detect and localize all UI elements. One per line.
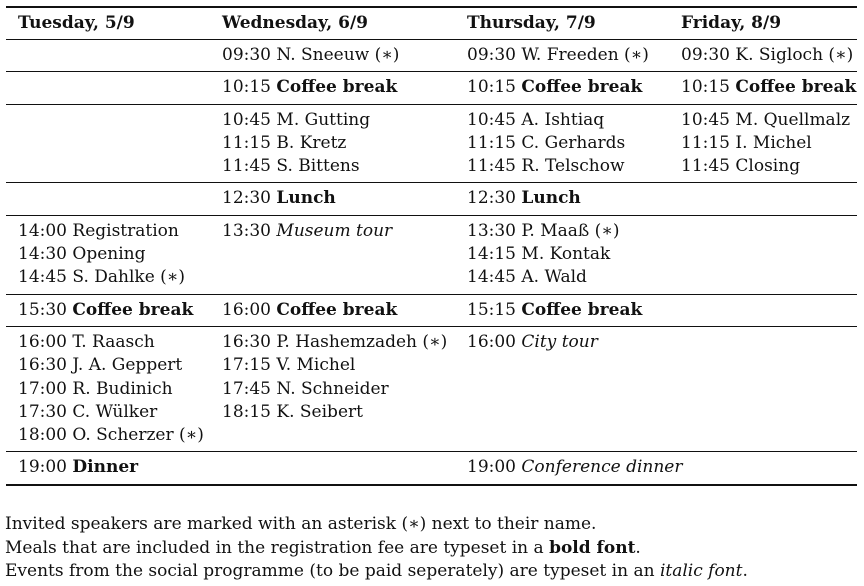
schedule-cell-tuesday: [6, 72, 210, 104]
schedule-entry: [222, 76, 455, 99]
entry-time: 14:00: [18, 220, 67, 241]
entry-time: 10:15: [222, 77, 271, 98]
schedule-row: [6, 104, 857, 183]
schedule-cell-tuesday: [6, 104, 210, 183]
schedule-entry: [222, 378, 455, 401]
entry-text: V. Michel: [276, 355, 356, 376]
entry-time: 13:30: [222, 220, 271, 241]
entry-time: 16:00: [222, 299, 271, 320]
schedule-cell-wednesday: [210, 104, 455, 183]
entry-time: 14:45: [18, 267, 67, 288]
entry-time: 12:30: [467, 188, 516, 209]
schedule-cell-wednesday: [210, 72, 455, 104]
entry-time: 10:45: [222, 109, 271, 130]
schedule-cell-tuesday: [6, 326, 210, 451]
schedule-cell-wednesday: [210, 294, 455, 326]
entry-time: 11:45: [222, 156, 271, 177]
schedule-entry: [18, 456, 210, 479]
entry-time: 18:15: [222, 401, 271, 422]
entry-text: Coffee break: [521, 77, 643, 98]
schedule-entry: [681, 44, 857, 67]
schedule-entry: [18, 243, 210, 266]
entry-time: 16:00: [18, 331, 67, 352]
schedule-cell-thursday: [455, 104, 669, 183]
note-bold-font: bold font: [549, 537, 636, 558]
entry-text: N. Sneeuw (∗): [276, 45, 400, 65]
entry-text: City tour: [521, 331, 598, 352]
entry-time: 10:45: [467, 109, 516, 130]
schedule-cell-tuesday: [6, 215, 210, 294]
entry-time: 19:00: [467, 457, 516, 478]
entry-text: P. Hashemzadeh (∗): [276, 331, 448, 352]
schedule-entry: [467, 132, 669, 155]
day-header-thursday: Thursday, 7/9: [467, 13, 596, 33]
schedule-header: [6, 7, 857, 40]
entry-text: R. Telschow: [521, 156, 625, 177]
header-row: [6, 7, 857, 40]
entry-time: 17:15: [222, 355, 271, 376]
entry-time: 13:30: [467, 220, 516, 241]
entry-time: 14:45: [467, 267, 516, 288]
schedule-cell-tuesday: [6, 452, 210, 485]
schedule-entry: [467, 243, 669, 266]
schedule-entry: [18, 266, 210, 289]
schedule-cell-thursday: [455, 215, 669, 294]
entry-time: 15:15: [467, 299, 516, 320]
schedule-entry: [467, 44, 669, 67]
entry-text: M. Kontak: [521, 244, 611, 265]
schedule-entry: [467, 266, 669, 289]
legend-notes: [5, 513, 748, 584]
schedule-entry: [18, 354, 210, 377]
schedule-entry: [467, 187, 669, 210]
schedule-entry: [18, 220, 210, 243]
schedule-entry: [467, 331, 669, 354]
schedule-entry: [222, 220, 455, 243]
schedule-entry: [222, 44, 455, 67]
schedule-entry: [681, 109, 857, 132]
schedule-entry: [222, 401, 455, 424]
schedule-entry: [467, 299, 669, 322]
schedule-cell-tuesday: [6, 294, 210, 326]
entry-time: 11:45: [467, 156, 516, 177]
schedule-entry: [467, 220, 669, 243]
entry-text: K. Sigloch (∗): [735, 45, 854, 65]
entry-text: J. A. Geppert: [72, 355, 183, 376]
entry-text: Coffee break: [276, 77, 398, 98]
note-social-programme: [5, 560, 748, 584]
entry-time: 17:30: [18, 401, 67, 422]
entry-text: B. Kretz: [276, 132, 347, 153]
schedule-entry: [222, 187, 455, 210]
entry-text: A. Wald: [521, 267, 587, 288]
entry-text: Dinner: [72, 457, 139, 478]
entry-text: C. Gerhards: [521, 132, 626, 153]
entry-text: C. Wülker: [72, 401, 158, 422]
schedule-entry: [18, 401, 210, 424]
schedule-row: [6, 326, 857, 451]
schedule-row: [6, 452, 857, 485]
note-social-end: .: [742, 561, 748, 581]
entry-text: P. Maaß (∗): [521, 220, 620, 241]
schedule-entry: [18, 331, 210, 354]
schedule-entry: [18, 378, 210, 401]
entry-time: 11:15: [467, 132, 516, 153]
entry-text: M. Gutting: [276, 109, 371, 130]
schedule-cell-thursday: [455, 294, 669, 326]
note-meals-text: Meals that are included in the registration fee are typeset in a: [5, 537, 550, 558]
schedule-cell-wednesday: [210, 183, 455, 215]
schedule-cell-tuesday: [6, 40, 210, 72]
schedule-entry: [467, 155, 669, 178]
note-invited-speakers: Invited speakers are marked with an asterisk (∗) next to their name.: [5, 514, 597, 534]
entry-time: 11:15: [222, 132, 271, 153]
entry-time: 17:00: [18, 378, 67, 399]
entry-time: 11:15: [681, 132, 730, 153]
entry-text: S. Dahlke (∗): [72, 267, 185, 288]
note-meals: [5, 537, 748, 561]
schedule-entry: [681, 132, 857, 155]
schedule-entry: [222, 155, 455, 178]
schedule-table: [6, 6, 857, 486]
entry-time: 18:00: [18, 425, 67, 446]
schedule-entry: [467, 456, 683, 479]
schedule-entry: [18, 424, 210, 447]
day-header-friday: Friday, 8/9: [681, 13, 782, 33]
entry-time: 12:30: [222, 188, 271, 209]
entry-text: S. Bittens: [276, 156, 360, 177]
entry-time: 14:30: [18, 244, 67, 265]
schedule-cell-friday: [669, 452, 857, 485]
schedule-body: [6, 40, 857, 485]
entry-text: Coffee break: [735, 77, 857, 98]
entry-time: 16:00: [467, 331, 516, 352]
entry-text: Lunch: [276, 188, 336, 209]
day-header-tuesday: Tuesday, 5/9: [18, 13, 135, 33]
entry-time: 17:45: [222, 378, 271, 399]
entry-time: 10:45: [681, 109, 730, 130]
schedule-cell-friday: [669, 183, 857, 215]
entry-text: A. Ishtiaq: [521, 109, 605, 130]
entry-text: Registration: [72, 220, 179, 241]
entry-time: 10:15: [467, 77, 516, 98]
entry-text: Conference dinner: [521, 457, 683, 478]
note-italic-font: italic font: [659, 561, 743, 581]
entry-text: M. Quellmalz: [735, 109, 851, 130]
schedule-cell-wednesday: [210, 40, 455, 72]
entry-text: Coffee break: [276, 299, 398, 320]
entry-text: O. Scherzer (∗): [72, 425, 204, 446]
schedule-row: [6, 183, 857, 215]
entry-text: I. Michel: [735, 132, 812, 153]
schedule-entry: [222, 109, 455, 132]
schedule-entry: [222, 331, 455, 354]
entry-text: Coffee break: [521, 299, 643, 320]
schedule-entry: [222, 354, 455, 377]
schedule-entry: [222, 132, 455, 155]
entry-text: N. Schneider: [276, 378, 389, 399]
schedule-row: [6, 215, 857, 294]
schedule-cell-wednesday: [210, 215, 455, 294]
entry-text: Closing: [735, 156, 801, 177]
entry-time: 09:30: [467, 45, 516, 65]
entry-time: 14:15: [467, 244, 516, 265]
schedule-entry: [467, 76, 669, 99]
entry-text: W. Freeden (∗): [521, 45, 649, 65]
schedule-cell-friday: [669, 326, 857, 451]
entry-text: R. Budinich: [72, 378, 173, 399]
schedule-entry: [681, 76, 857, 99]
schedule-cell-thursday: [455, 72, 669, 104]
schedule-cell-friday: [669, 40, 857, 72]
schedule-cell-friday: [669, 72, 857, 104]
entry-text: Opening: [72, 244, 146, 265]
schedule-entry: [681, 155, 857, 178]
entry-time: 16:30: [18, 355, 67, 376]
entry-time: 09:30: [222, 45, 271, 65]
schedule-cell-thursday: [455, 40, 669, 72]
note-meals-end: .: [635, 537, 641, 558]
schedule-entry: [18, 299, 210, 322]
entry-time: 09:30: [681, 45, 730, 65]
entry-time: 11:45: [681, 156, 730, 177]
entry-time: 15:30: [18, 299, 67, 320]
schedule-row: [6, 40, 857, 72]
entry-text: Coffee break: [72, 299, 194, 320]
note-social-text: Events from the social programme (to be paid seperately) are typeset in an: [5, 561, 660, 581]
schedule-cell-thursday: [455, 452, 683, 485]
schedule-cell-wednesday: [210, 452, 455, 485]
schedule-entry: [222, 299, 455, 322]
entry-text: Lunch: [521, 188, 581, 209]
schedule-row: [6, 294, 857, 326]
schedule-cell-thursday: [455, 326, 669, 451]
entry-time: 19:00: [18, 457, 67, 478]
schedule-cell-friday: [669, 294, 857, 326]
schedule-row: [6, 72, 857, 104]
schedule-cell-friday: [669, 215, 857, 294]
entry-time: 10:15: [681, 77, 730, 98]
schedule-entry: [467, 109, 669, 132]
schedule-cell-tuesday: [6, 183, 210, 215]
entry-text: K. Seibert: [276, 401, 363, 422]
entry-text: T. Raasch: [72, 331, 155, 352]
entry-time: 16:30: [222, 331, 271, 352]
schedule-cell-wednesday: [210, 326, 455, 451]
day-header-wednesday: Wednesday, 6/9: [222, 13, 369, 33]
entry-text: Museum tour: [276, 220, 393, 241]
schedule-cell-friday: [669, 104, 857, 183]
schedule-cell-thursday: [455, 183, 669, 215]
